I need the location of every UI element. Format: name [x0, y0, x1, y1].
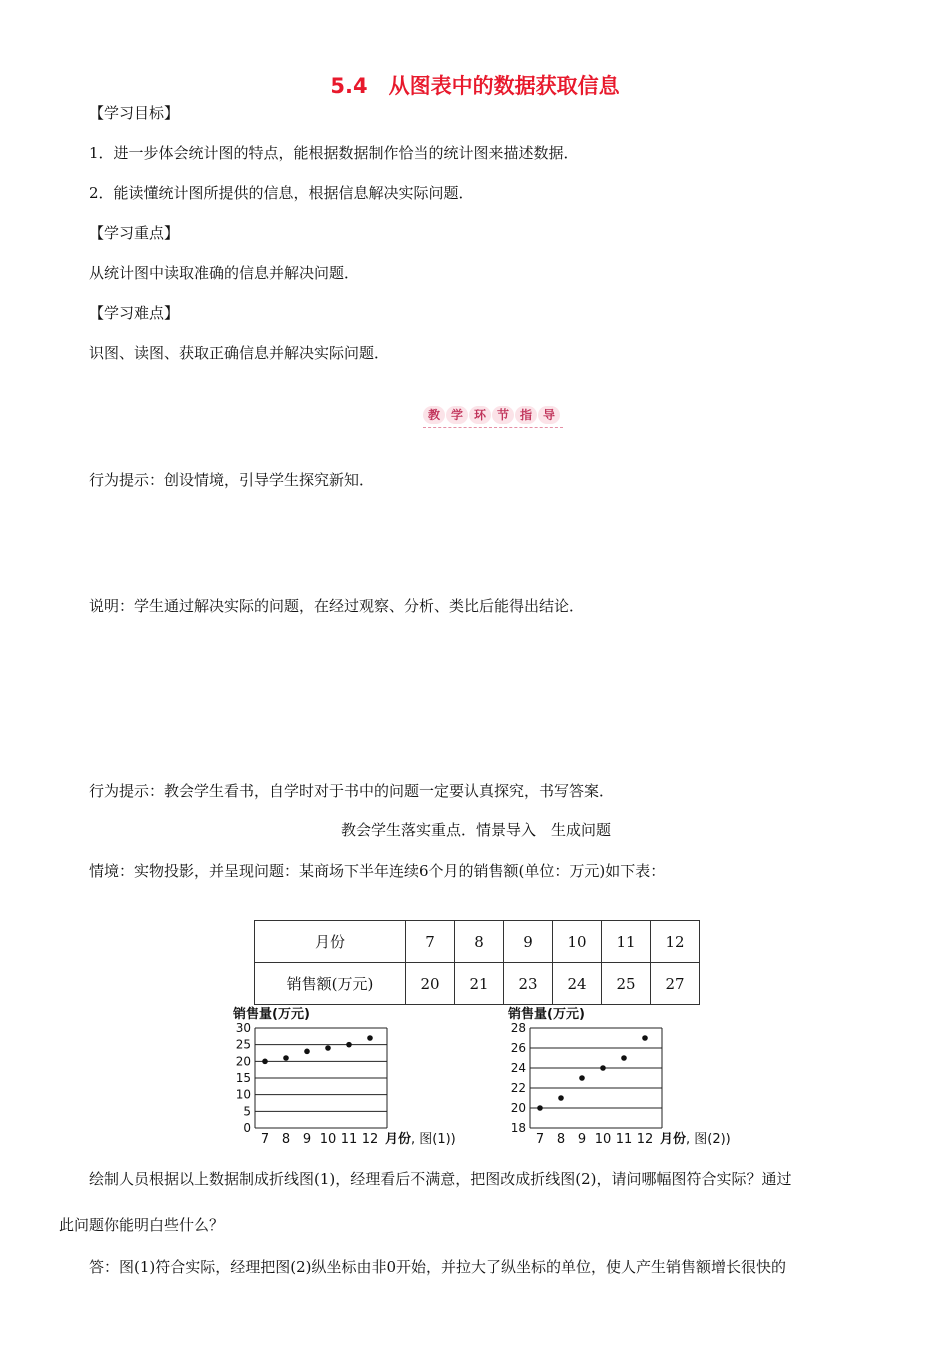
chart-caption: , 图(1)): [411, 1132, 456, 1147]
page-title: 5.4 从图表中的数据获取信息: [330, 74, 620, 98]
focus-header: 【学习重点】: [89, 224, 180, 242]
y-tick-label: 18: [510, 1121, 526, 1135]
x-tick-label: 12: [636, 1132, 654, 1147]
table-cell: 23: [504, 963, 553, 1005]
x-tick-label: 11: [340, 1132, 358, 1147]
x-tick-label: 8: [281, 1132, 291, 1147]
x-tick-label: 9: [577, 1132, 587, 1147]
table-cell: 8: [455, 921, 504, 963]
data-point: [537, 1105, 543, 1111]
paragraph-question-cont: 此问题你能明白些什么？: [59, 1216, 225, 1234]
banner-char: 教: [423, 406, 445, 424]
banner-char: 导: [538, 406, 560, 424]
goal-1: 1．进一步体会统计图的特点，能根据数据制作恰当的统计图来描述数据．: [89, 144, 579, 162]
x-tick-label: 10: [319, 1132, 337, 1147]
focus-text: 从统计图中读取准确的信息并解决问题．: [89, 264, 360, 282]
section-banner: [423, 405, 563, 428]
paragraph-question: 绘制人员根据以上数据制成折线图(1)，经理看后不满意，把图改成折线图(2)，请问哪幅图符合实际？通过: [89, 1170, 792, 1188]
chart-caption: , 图(2)): [686, 1132, 731, 1147]
table-cell: 20: [406, 963, 455, 1005]
y-tick-label: 28: [510, 1021, 526, 1035]
data-point: [262, 1059, 268, 1065]
x-tick-label: 8: [556, 1132, 566, 1147]
paragraph-hint-2: 行为提示：教会学生看书，自学时对于书中的问题一定要认真探究，书写答案．: [89, 782, 615, 800]
data-point: [283, 1055, 289, 1061]
data-point: [325, 1045, 331, 1051]
x-tick-label: 11: [615, 1132, 633, 1147]
table-cell: 9: [504, 921, 553, 963]
x-tick-label: 9: [302, 1132, 312, 1147]
y-tick-label: 0: [243, 1121, 251, 1135]
data-point: [558, 1095, 564, 1101]
difficulty-text: 识图、读图、获取正确信息并解决实际问题．: [89, 344, 390, 362]
sales-chart-2: [500, 1000, 760, 1152]
x-tick-label: 7: [535, 1132, 545, 1147]
table-cell: 25: [602, 963, 651, 1005]
table-row: [255, 921, 700, 963]
banner-char: 学: [446, 406, 468, 424]
difficulty-header: 【学习难点】: [89, 304, 180, 322]
y-tick-label: 15: [235, 1071, 251, 1085]
paragraph-situation: 情境：实物投影，并呈现问题：某商场下半年连续6个月的销售额(单位：万元)如下表：: [89, 862, 666, 880]
table-cell: 12: [651, 921, 700, 963]
data-point: [579, 1075, 585, 1081]
goal-2: 2．能读懂统计图所提供的信息，根据信息解决实际问题．: [89, 184, 474, 202]
paragraph-answer: 答：图(1)符合实际，经理把图(2)纵坐标由非0开始，并拉大了纵坐标的单位，使人产生销售额增长很快的: [89, 1258, 787, 1276]
x-axis-label: 月份: [660, 1132, 687, 1147]
table-cell: 7: [406, 921, 455, 963]
data-point: [304, 1049, 310, 1055]
table-header-cell: 销售额(万元): [255, 963, 406, 1005]
y-tick-label: 22: [510, 1081, 526, 1095]
y-tick-label: 20: [235, 1054, 251, 1069]
y-tick-label: 26: [510, 1041, 526, 1055]
y-tick-label: 20: [510, 1101, 526, 1115]
goals-header: 【学习目标】: [89, 104, 180, 122]
table-cell: 24: [553, 963, 602, 1005]
table-cell: 11: [602, 921, 651, 963]
x-tick-label: 10: [594, 1132, 612, 1147]
sales-table: [254, 920, 700, 1005]
table-cell: 21: [455, 963, 504, 1005]
y-tick-label: 24: [510, 1061, 526, 1075]
table-cell: 10: [553, 921, 602, 963]
y-tick-label: 5: [243, 1104, 251, 1119]
sales-chart-1: [225, 1000, 485, 1152]
banner-char: 指: [515, 406, 537, 424]
y-axis-label: 销售量(万元): [508, 1007, 585, 1022]
banner-char: 节: [492, 406, 514, 424]
table-cell: 27: [651, 963, 700, 1005]
data-point: [346, 1042, 352, 1048]
data-point: [600, 1065, 606, 1071]
x-tick-label: 12: [361, 1132, 379, 1147]
paragraph-hint-1: 行为提示：创设情境，引导学生探究新知．: [89, 471, 375, 489]
y-tick-label: 30: [235, 1021, 251, 1035]
x-axis-label: 月份: [385, 1132, 412, 1147]
table-row: [255, 963, 700, 1005]
table-header-cell: 月份: [255, 921, 406, 963]
y-axis-label: 销售量(万元): [233, 1007, 310, 1022]
x-tick-label: 7: [260, 1132, 270, 1147]
y-tick-label: 10: [235, 1087, 251, 1102]
data-point: [621, 1055, 627, 1061]
paragraph-explanation: 说明：学生通过解决实际的问题，在经过观察、分析、类比后能得出结论．: [89, 597, 585, 615]
y-tick-label: 25: [235, 1037, 251, 1052]
paragraph-key-points: 教会学生落实重点．情景导入 生成问题: [341, 821, 612, 839]
banner-char: 环: [469, 406, 491, 424]
data-point: [367, 1035, 373, 1041]
data-point: [642, 1035, 648, 1041]
